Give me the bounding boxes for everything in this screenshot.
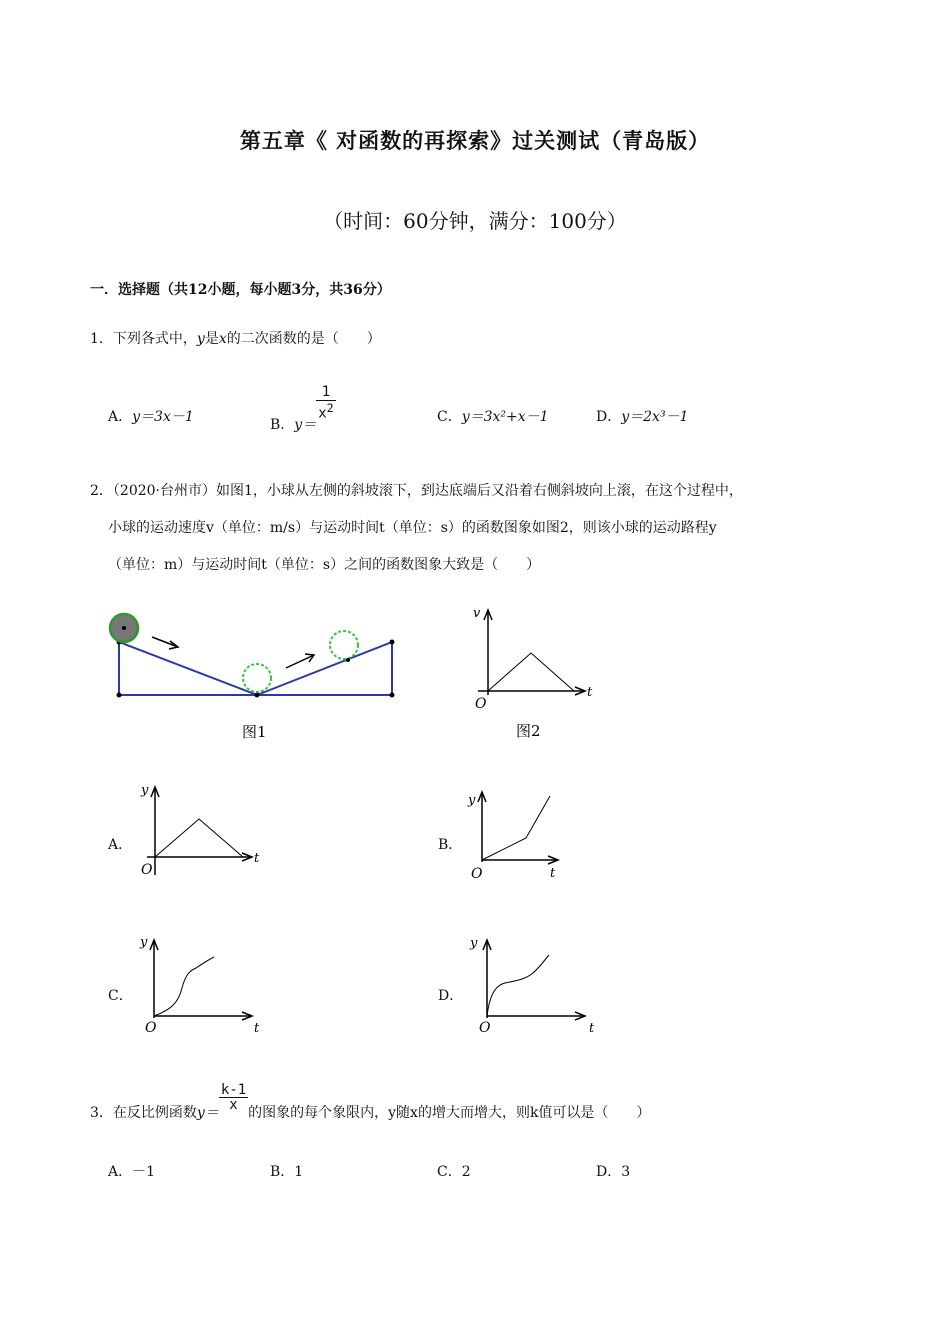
q2-option-a-graph[interactable] bbox=[132, 775, 272, 885]
svg-text:O: O bbox=[141, 862, 153, 878]
q3-fraction: $\frac{k-1}{x}$ bbox=[220, 1082, 247, 1113]
q3-option-d[interactable]: D．3 bbox=[596, 1164, 631, 1180]
svg-text:O: O bbox=[471, 866, 483, 882]
svg-text:y: y bbox=[470, 936, 478, 951]
svg-text:O: O bbox=[475, 696, 487, 712]
question-2-line-3: （单位：m）与运动时间t（单位：s）之间的函数图象大致是（ ） bbox=[108, 557, 541, 573]
q2-option-b-label[interactable]: B． bbox=[438, 837, 463, 853]
svg-text:O: O bbox=[145, 1020, 157, 1036]
question-2-line-2: 小球的运动速度v（单位：m/s）与运动时间t（单位：s）的函数图象如图2，则该小球的运动路程y bbox=[108, 520, 717, 536]
q1-option-a[interactable]: A．y＝3x－1 bbox=[108, 409, 194, 425]
q3-option-a[interactable]: A．－1 bbox=[108, 1164, 156, 1180]
svg-text:y: y bbox=[468, 793, 476, 808]
q3-option-b[interactable]: B．1 bbox=[270, 1164, 304, 1180]
q2-option-c-graph[interactable] bbox=[132, 928, 272, 1038]
q2-option-d-graph[interactable] bbox=[465, 928, 605, 1038]
svg-text:t: t bbox=[254, 851, 260, 866]
q1-option-d[interactable]: D．y＝2x³－1 bbox=[596, 409, 689, 425]
q2-option-c-label[interactable]: C． bbox=[108, 988, 133, 1004]
q2-option-d-label[interactable]: D． bbox=[438, 988, 464, 1004]
question-1-stem: 1．下列各式中，y是x的二次函数的是（ ） bbox=[90, 331, 381, 347]
q1-option-c[interactable]: C．y＝3x²+x－1 bbox=[437, 409, 549, 425]
page-title: 第五章《 对函数的再探索》过关测试（青岛版） bbox=[239, 128, 711, 153]
svg-text:y: y bbox=[140, 935, 148, 950]
q2-option-a-label[interactable]: A． bbox=[108, 837, 133, 853]
svg-text:y: y bbox=[141, 783, 149, 798]
svg-text:t: t bbox=[550, 866, 556, 881]
question-3-stem: 3．在反比例函数y＝ $\frac{k-1}{x}$ 的图象的每个象限内，y随x的增大而增大，则k值可以是（ ） bbox=[90, 1082, 651, 1121]
q1-option-b-fraction: $\frac{1}{x^2}$ bbox=[318, 384, 334, 422]
svg-text:t: t bbox=[254, 1021, 260, 1036]
question-2-line-1: 2．（2020·台州市）如图1，小球从左侧的斜坡滚下，到达底端后又沿着右侧斜坡向上滚，在这个过程中， bbox=[90, 483, 743, 499]
svg-text:t: t bbox=[589, 1021, 595, 1036]
q1-option-b[interactable]: B．y＝ $\frac{1}{x^2}$ bbox=[270, 384, 334, 433]
figure-1-caption: 图1 bbox=[242, 723, 267, 741]
section-heading: 一．选择题（共12小题，每小题3分，共36分） bbox=[90, 282, 391, 298]
q2-option-b-graph[interactable] bbox=[460, 782, 600, 892]
exam-info: （时间：60分钟，满分：100分） bbox=[323, 209, 627, 233]
figure-1-slopes bbox=[100, 605, 410, 750]
svg-text:O: O bbox=[479, 1020, 491, 1036]
q3-option-c[interactable]: C．2 bbox=[437, 1164, 471, 1180]
svg-text:v: v bbox=[473, 606, 481, 621]
svg-text:t: t bbox=[587, 685, 593, 700]
figure-2-caption: 图2 bbox=[516, 722, 541, 740]
figure-2-velocity-graph bbox=[465, 600, 615, 750]
